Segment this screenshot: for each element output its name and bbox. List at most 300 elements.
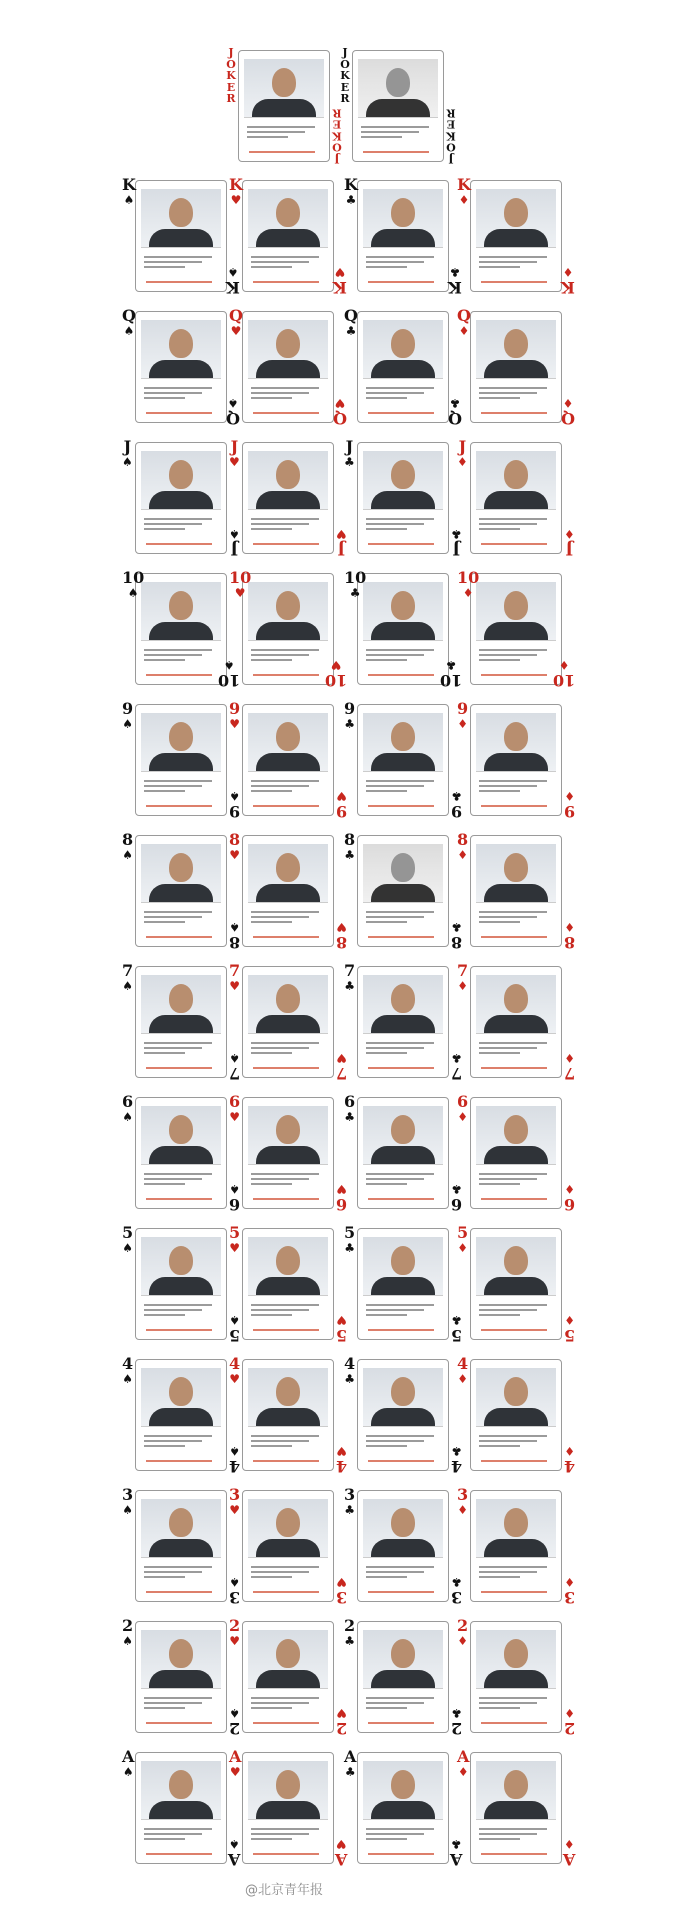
- card-index-tl: [122, 832, 133, 861]
- info-text-block: [366, 384, 434, 402]
- suit-icon: ♥: [334, 265, 346, 279]
- card-rank: 2: [344, 1616, 356, 1635]
- suit-icon: ♣: [344, 1765, 356, 1779]
- suit-icon: ♣: [451, 1182, 462, 1196]
- card-J-diamond: [457, 437, 575, 559]
- portrait-photo: [476, 1106, 556, 1165]
- card-index-tl: [229, 963, 240, 992]
- card-7-diamond: [457, 961, 575, 1083]
- notice-line: [368, 805, 434, 807]
- info-text-block: [366, 515, 434, 533]
- notice-line: [253, 805, 319, 807]
- card-index-br: [218, 659, 240, 688]
- card-index-br: [229, 790, 240, 819]
- card-index-br: [445, 107, 457, 165]
- card-index-br: [229, 1707, 240, 1736]
- card-rank: 9: [344, 699, 356, 718]
- card-rank: 9: [563, 802, 575, 821]
- card-9-diamond: [457, 699, 575, 821]
- card-10-spade: [122, 568, 240, 690]
- card-rank: 10: [229, 568, 252, 587]
- suit-icon: ♦: [563, 1837, 575, 1851]
- portrait-photo: [363, 1499, 443, 1558]
- notice-line: [368, 543, 434, 545]
- card-index-br: [564, 1707, 575, 1736]
- notice-line: [368, 674, 434, 676]
- card-rank: A: [122, 1747, 135, 1766]
- suit-icon: ♦: [457, 455, 468, 469]
- card-rank: Q: [561, 409, 575, 428]
- info-text-block: [251, 515, 319, 533]
- card-rank: 3: [228, 1588, 240, 1607]
- card-A-heart: [229, 1747, 347, 1869]
- suit-icon: ♥: [229, 455, 240, 469]
- suit-icon: ♠: [229, 1182, 240, 1196]
- notice-line: [146, 1853, 212, 1855]
- portrait-photo: [363, 189, 443, 248]
- portrait-photo: [363, 582, 443, 641]
- card-index-tl: [457, 177, 471, 206]
- portrait-photo: [363, 451, 443, 510]
- suit-icon: ♥: [336, 1051, 347, 1065]
- card-rank: 8: [122, 830, 134, 849]
- portrait-photo: [248, 975, 328, 1034]
- suit-icon: ♥: [229, 848, 240, 862]
- card-index-br: [451, 921, 462, 950]
- notice-line: [253, 1722, 319, 1724]
- info-text-block: [144, 646, 212, 664]
- suit-icon: ♥: [229, 717, 240, 731]
- card-rank: 5: [457, 1223, 469, 1242]
- card-10-heart: [229, 568, 347, 690]
- card-index-br: [451, 1445, 462, 1474]
- notice-line: [253, 1853, 319, 1855]
- card-index-br: [451, 1576, 462, 1605]
- suit-icon: ♦: [564, 1575, 575, 1589]
- suit-icon: ♦: [457, 1765, 469, 1779]
- card-index-br: [336, 1183, 347, 1212]
- suit-icon: ♦: [564, 1313, 575, 1327]
- card-rank: K: [561, 278, 575, 297]
- card-rank: 5: [344, 1223, 356, 1242]
- suit-icon: ♠: [122, 717, 133, 731]
- info-text-block: [366, 1170, 434, 1188]
- suit-icon: ♦: [564, 1706, 575, 1720]
- card-rank: 2: [229, 1616, 241, 1635]
- portrait-photo: [363, 713, 443, 772]
- suit-icon: ♠: [122, 1503, 133, 1517]
- card-2-diamond: [457, 1616, 575, 1738]
- card-index-tl: [229, 832, 240, 861]
- portrait-photo: [476, 1237, 556, 1296]
- card-rank: 3: [229, 1485, 241, 1504]
- suit-icon: ♠: [229, 1575, 240, 1589]
- suit-icon: ♥: [229, 1372, 240, 1386]
- suit-icon: ♦: [562, 265, 574, 279]
- card-index-br: [451, 790, 462, 819]
- card-A-spade: [122, 1747, 240, 1869]
- suit-icon: ♦: [564, 1444, 575, 1458]
- info-text-block: [479, 646, 547, 664]
- suit-icon: ♦: [564, 1051, 575, 1065]
- card-rank: 4: [335, 1457, 347, 1476]
- suit-icon: ♥: [334, 396, 346, 410]
- portrait-photo: [248, 1630, 328, 1689]
- card-index-br: [448, 397, 462, 426]
- card-index-br: [451, 1052, 462, 1081]
- notice-line: [146, 1329, 212, 1331]
- suit-icon: ♦: [458, 193, 470, 207]
- card-6-heart: [229, 1092, 347, 1214]
- card-index-br: [564, 528, 575, 557]
- notice-line: [481, 1067, 547, 1069]
- info-text-block: [251, 384, 319, 402]
- card-index-tl: [122, 1618, 133, 1647]
- card-index-tl: [344, 308, 358, 337]
- info-text-block: [361, 123, 429, 141]
- card-index-br: [229, 1576, 240, 1605]
- card-index-br: [331, 107, 343, 165]
- card-rank: 2: [563, 1719, 575, 1738]
- suit-icon: ♥: [335, 1837, 347, 1851]
- card-index-br: [229, 921, 240, 950]
- card-Q-heart: [229, 306, 347, 428]
- card-Q-diamond: [457, 306, 575, 428]
- card-5-heart: [229, 1223, 347, 1345]
- suit-icon: ♥: [230, 324, 242, 338]
- card-rank: 5: [335, 1326, 347, 1345]
- portrait-photo: [476, 320, 556, 379]
- portrait-photo: [248, 582, 328, 641]
- portrait-photo: [363, 1237, 443, 1296]
- card-9-heart: [229, 699, 347, 821]
- card-index-tl: [229, 1356, 240, 1385]
- suit-icon: ♣: [451, 527, 462, 541]
- suit-icon: ♥: [336, 527, 347, 541]
- card-rank: J: [230, 540, 239, 559]
- suit-icon: ♣: [344, 1503, 355, 1517]
- card-index-br: [451, 1707, 462, 1736]
- card-index-br: [336, 1314, 347, 1343]
- suit-icon: ♠: [228, 1837, 240, 1851]
- card-rank: 10: [324, 671, 347, 690]
- card-index-tl: [457, 1487, 468, 1516]
- card-rank: 10: [122, 568, 145, 587]
- card-rank: A: [344, 1747, 357, 1766]
- portrait-photo: [244, 59, 324, 118]
- suit-icon: ♣: [451, 1051, 462, 1065]
- card-index-br: [564, 1576, 575, 1605]
- portrait-photo: [363, 844, 443, 903]
- portrait-photo: [363, 1106, 443, 1165]
- card-9-spade: [122, 699, 240, 821]
- card-rank: Q: [122, 306, 136, 325]
- suit-icon: ♣: [449, 265, 461, 279]
- card-index-br: [564, 1314, 575, 1343]
- card-6-diamond: [457, 1092, 575, 1214]
- info-text-block: [479, 1432, 547, 1450]
- portrait-photo: [363, 975, 443, 1034]
- notice-line: [481, 1853, 547, 1855]
- card-index-tl: [229, 1225, 240, 1254]
- card-rank: K: [229, 175, 243, 194]
- card-rank: J: [565, 540, 574, 559]
- card-index-tl: [457, 1225, 468, 1254]
- info-text-block: [144, 1170, 212, 1188]
- suit-icon: ♥: [336, 1575, 347, 1589]
- portrait-photo: [476, 189, 556, 248]
- suit-icon: ♠: [223, 658, 235, 672]
- notice-line: [368, 412, 434, 414]
- card-10-diamond: [457, 568, 575, 690]
- suit-icon: ♣: [345, 324, 357, 338]
- card-J-heart: [229, 437, 347, 559]
- info-text-block: [144, 777, 212, 795]
- suit-icon: ♦: [564, 789, 575, 803]
- card-rank: 9: [122, 699, 134, 718]
- card-J-club: [344, 437, 462, 559]
- card-2-heart: [229, 1616, 347, 1738]
- suit-icon: ♣: [451, 1706, 462, 1720]
- card-index-br: [229, 1183, 240, 1212]
- card-index-br: [564, 921, 575, 950]
- suit-icon: ♠: [122, 1241, 133, 1255]
- suit-icon: ♠: [122, 848, 133, 862]
- card-8-spade: [122, 830, 240, 952]
- suit-icon: ♠: [122, 979, 133, 993]
- notice-line: [368, 1460, 434, 1462]
- suit-icon: ♦: [462, 586, 474, 600]
- suit-icon: ♠: [229, 1444, 240, 1458]
- notice-line: [146, 543, 212, 545]
- card-index-tl: [229, 701, 240, 730]
- suit-icon: ♣: [451, 789, 462, 803]
- suit-icon: ♠: [229, 789, 240, 803]
- suit-icon: ♣: [344, 1634, 355, 1648]
- card-4-diamond: [457, 1354, 575, 1476]
- suit-icon: ♠: [227, 396, 239, 410]
- card-rank: Q: [448, 409, 462, 428]
- card-index-br: [336, 1052, 347, 1081]
- card-index-tl: [122, 1225, 133, 1254]
- portrait-photo: [141, 1237, 221, 1296]
- card-index-br: [333, 397, 347, 426]
- card-rank: 10: [457, 568, 480, 587]
- card-rank: JOKER: [226, 46, 236, 106]
- card-rank: 7: [335, 1064, 347, 1083]
- notice-line: [253, 1067, 319, 1069]
- suit-icon: ♥: [229, 1503, 240, 1517]
- info-text-block: [479, 515, 547, 533]
- card-rank: Q: [457, 306, 471, 325]
- card-index-tl: [457, 1618, 468, 1647]
- portrait-photo: [141, 1499, 221, 1558]
- suit-icon: ♦: [457, 1241, 468, 1255]
- card-rank: 3: [122, 1485, 134, 1504]
- suit-icon: ♦: [457, 979, 468, 993]
- portrait-photo: [363, 320, 443, 379]
- notice-line: [368, 1591, 434, 1593]
- card-index-tl: [457, 439, 468, 468]
- notice-line: [368, 281, 434, 283]
- card-index-br: [564, 790, 575, 819]
- notice-line: [481, 674, 547, 676]
- card-index-br: [336, 528, 347, 557]
- suit-icon: ♣: [344, 979, 355, 993]
- card-index-tl: [229, 1094, 240, 1123]
- card-rank: 8: [563, 933, 575, 952]
- notice-line: [481, 805, 547, 807]
- notice-line: [368, 1722, 434, 1724]
- card-index-tl: [122, 177, 136, 206]
- card-rank: JOKER: [446, 106, 456, 166]
- suit-icon: ♥: [229, 1241, 240, 1255]
- card-8-diamond: [457, 830, 575, 952]
- card-Q-club: [344, 306, 462, 428]
- card-rank: 5: [228, 1326, 240, 1345]
- card-rank: 7: [344, 961, 356, 980]
- card-rank: K: [448, 278, 462, 297]
- suit-icon: ♣: [451, 1313, 462, 1327]
- suit-icon: ♣: [344, 1372, 355, 1386]
- card-6-spade: [122, 1092, 240, 1214]
- suit-icon: ♦: [562, 396, 574, 410]
- suit-icon: ♦: [564, 1182, 575, 1196]
- suit-icon: ♥: [229, 1634, 240, 1648]
- card-rank: 2: [335, 1719, 347, 1738]
- suit-icon: ♠: [122, 1110, 133, 1124]
- card-K-diamond: [457, 175, 575, 297]
- suit-icon: ♠: [127, 586, 139, 600]
- suit-icon: ♣: [344, 848, 355, 862]
- suit-icon: ♠: [123, 193, 135, 207]
- card-index-br: [440, 659, 462, 688]
- info-text-block: [251, 1432, 319, 1450]
- suit-icon: ♣: [449, 396, 461, 410]
- card-rank: 4: [229, 1354, 241, 1373]
- suit-icon: ♣: [451, 1575, 462, 1589]
- card-rank: J: [452, 540, 461, 559]
- suit-icon: ♣: [344, 1110, 355, 1124]
- card-A-club: [344, 1747, 462, 1869]
- card-rank: 6: [335, 1195, 347, 1214]
- notice-line: [253, 412, 319, 414]
- card-rank: 10: [439, 671, 462, 690]
- card-rank: JOKER: [332, 106, 342, 166]
- card-index-tl: [457, 1749, 469, 1778]
- card-index-br: [333, 266, 347, 295]
- card-index-br: [228, 1838, 240, 1867]
- suit-icon: ♥: [230, 193, 242, 207]
- info-text-block: [366, 1825, 434, 1843]
- card-rank: JOKER: [340, 46, 350, 106]
- card-rank: A: [562, 1850, 575, 1869]
- portrait-photo: [363, 1761, 443, 1820]
- notice-line: [481, 1722, 547, 1724]
- card-rank: A: [449, 1850, 462, 1869]
- suit-icon: ♠: [229, 527, 240, 541]
- card-rank: 5: [563, 1326, 575, 1345]
- card-index-tl: [344, 570, 366, 599]
- card-index-tl: [229, 1749, 241, 1778]
- notice-line: [253, 1198, 319, 1200]
- card-rank: 5: [122, 1223, 134, 1242]
- card-index-br: [229, 1314, 240, 1343]
- card-index-br: [336, 1707, 347, 1736]
- card-rank: 4: [344, 1354, 356, 1373]
- card-rank: K: [226, 278, 240, 297]
- card-index-tl: [122, 963, 133, 992]
- suit-icon: ♣: [349, 586, 361, 600]
- card-2-spade: [122, 1616, 240, 1738]
- card-rank: 5: [450, 1326, 462, 1345]
- suit-icon: ♠: [227, 265, 239, 279]
- card-rank: 8: [450, 933, 462, 952]
- portrait-photo: [141, 189, 221, 248]
- notice-line: [368, 1853, 434, 1855]
- card-index-br: [448, 266, 462, 295]
- portrait-photo: [248, 189, 328, 248]
- notice-line: [368, 936, 434, 938]
- card-rank: 3: [344, 1485, 356, 1504]
- portrait-photo: [248, 1237, 328, 1296]
- notice-line: [481, 412, 547, 414]
- notice-line: [481, 281, 547, 283]
- card-index-br: [226, 266, 240, 295]
- card-index-br: [564, 1183, 575, 1212]
- card-rank: 3: [563, 1588, 575, 1607]
- suit-icon: ♥: [234, 586, 246, 600]
- portrait-photo: [248, 1368, 328, 1427]
- card-rank: J: [337, 540, 346, 559]
- card-rank: 6: [563, 1195, 575, 1214]
- card-index-tl: [344, 1225, 355, 1254]
- card-rank: Q: [344, 306, 358, 325]
- info-text-block: [479, 1563, 547, 1581]
- card-index-tl: [229, 570, 251, 599]
- suit-icon: ♥: [336, 1706, 347, 1720]
- card-index-br: [451, 1314, 462, 1343]
- card-rank: 6: [344, 1092, 356, 1111]
- card-rank: 8: [344, 830, 356, 849]
- card-rank: Q: [229, 306, 243, 325]
- portrait-photo: [476, 975, 556, 1034]
- notice-line: [146, 1722, 212, 1724]
- suit-icon: ♥: [336, 1313, 347, 1327]
- notice-line: [146, 674, 212, 676]
- info-text-block: [479, 1694, 547, 1712]
- card-index-br: [553, 659, 575, 688]
- notice-line: [368, 1198, 434, 1200]
- info-text-block: [251, 1039, 319, 1057]
- suit-icon: ♥: [336, 1182, 347, 1196]
- info-text-block: [251, 253, 319, 271]
- notice-line: [253, 1591, 319, 1593]
- card-index-tl: [229, 177, 243, 206]
- card-index-br: [563, 1838, 575, 1867]
- card-index-br: [561, 397, 575, 426]
- portrait-photo: [248, 320, 328, 379]
- suit-icon: ♠: [122, 1765, 134, 1779]
- card-3-heart: [229, 1485, 347, 1607]
- card-index-tl: [344, 439, 355, 468]
- info-text-block: [144, 384, 212, 402]
- card-index-tl: [344, 177, 358, 206]
- notice-line: [481, 1460, 547, 1462]
- portrait-photo: [476, 582, 556, 641]
- card-7-heart: [229, 961, 347, 1083]
- info-text-block: [251, 1825, 319, 1843]
